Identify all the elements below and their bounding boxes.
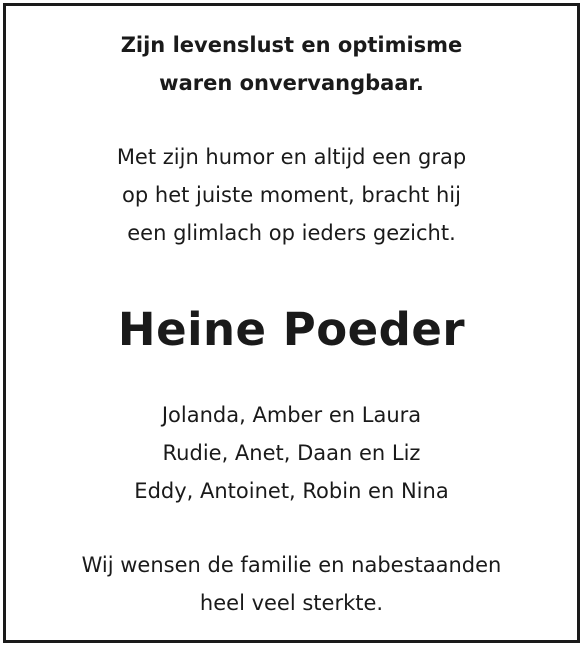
senders-line-2: Rudie, Anet, Daan en Liz xyxy=(162,441,421,465)
humor-line-3: een glimlach op ieders gezicht. xyxy=(127,221,456,245)
humor-line-2: op het juiste moment, bracht hij xyxy=(122,183,461,207)
senders-line-1: Jolanda, Amber en Laura xyxy=(161,403,422,427)
deceased-name: Heine Poeder xyxy=(117,303,466,356)
senders-line-3: Eddy, Antoinet, Robin en Nina xyxy=(134,479,449,503)
closing-line-2: heel veel sterkte. xyxy=(199,591,384,615)
closing-line-1: Wij wensen de familie en nabestaanden xyxy=(81,553,502,577)
intro-line-2: waren onvervangbaar. xyxy=(159,71,424,95)
intro-line-1: Zijn levenslust en optimisme xyxy=(120,33,463,57)
humor-line-1: Met zijn humor en altijd een grap xyxy=(116,145,467,169)
